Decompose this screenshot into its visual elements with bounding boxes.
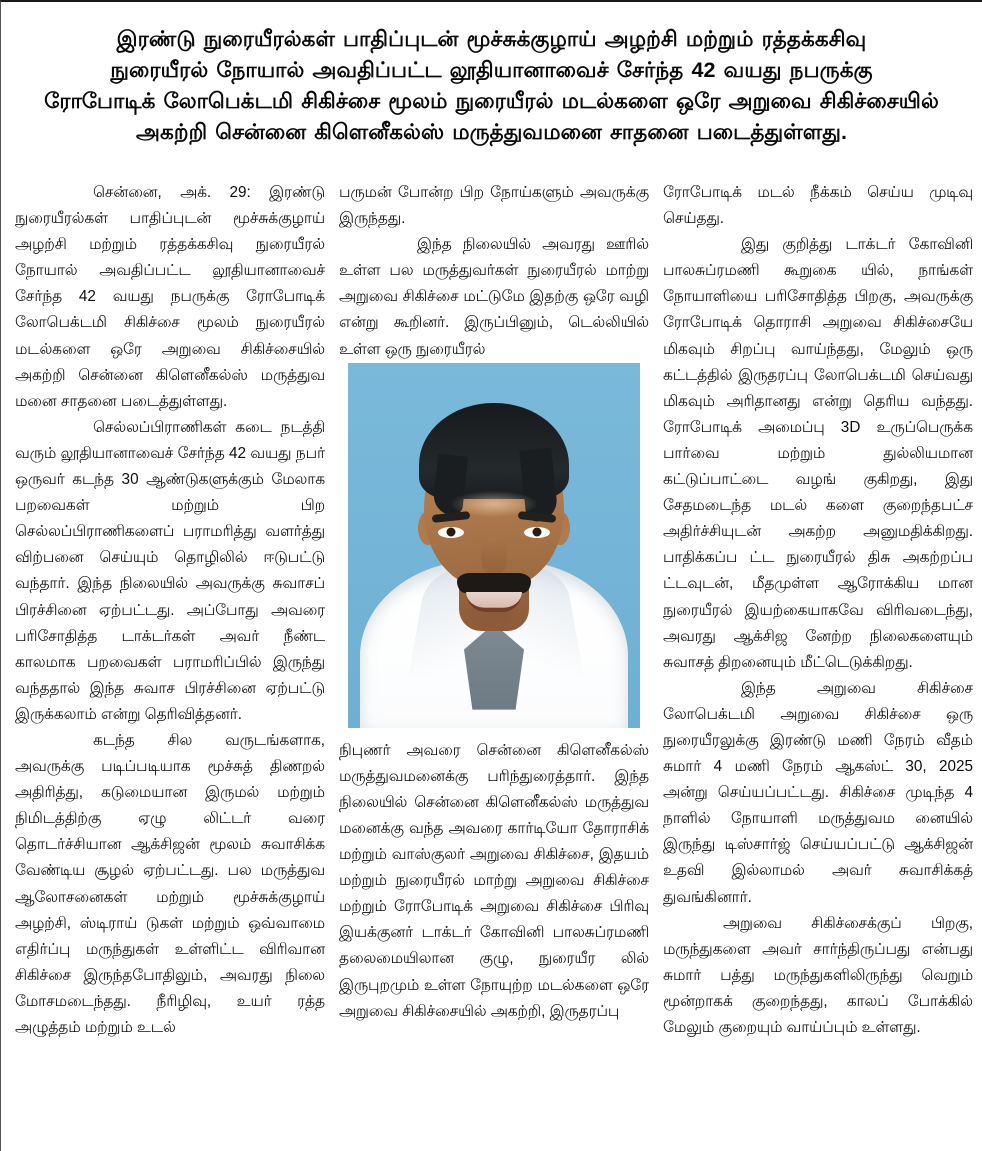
eye-left xyxy=(438,527,464,538)
column1-paragraph-1 xyxy=(15,180,325,415)
column2-paragraph-1: பருமன் போன்ற பிற நோய்களும் அவருக்கு இருந்தது. xyxy=(339,184,649,228)
photo-background xyxy=(348,363,640,728)
headline-line-4: அகற்றி சென்னை கிளெனீகல்ஸ் மருத்துவமனை சாதனை படைத்துள்ளது. xyxy=(135,120,848,144)
article-column-2 xyxy=(339,180,649,1148)
column1-paragraph-1-text: இரண்டு நுரையீரல்கள் பாதிப்புடன் மூச்சுக்குழாய் அழற்சி மற்றும் ரத்தக்கசிவு நுரையீரல் நோயால் அவதிப்பட்ட லூதியானாவைச் சேர்ந்த 42 வயது நபருக்கு ரோபோடிக் லோபெக்டமி சிகிச்சை மூலம் நுரையீரல் மடல்களை ஒரே அறுவை சிகிச்சையில் அகற்றி சென்னை கிளெனீகல்ஸ் மருத்துவ மனை சாதனை படைத்துள்ளது. xyxy=(15,184,325,410)
dateline: சென்னை, அக். 29: xyxy=(93,184,251,201)
article-column-3 xyxy=(663,180,973,1148)
article-body xyxy=(15,180,973,1148)
hair xyxy=(419,403,569,499)
article-column-1 xyxy=(15,180,325,1148)
column1-paragraph-3: கடந்த சில வருடங்களாக, அவருக்கு படிப்படியாக மூச்சுத் திணறல் அதிரித்து, கடுமையான இருமல் மற்றும் நிமிடத்திற்கு ஏழு லிட்டர் வரை தொடர்ச்சியான ஆக்சிஜன் மூலம் சுவாசிக்க வேண்டிய சூழல் ஏற்பட்டது. பல மருத்துவ ஆலோசனைகள் மற்றும் மூச்சுக்குழாய் அழற்சி, ஸ்டிராய் டுகள் மற்றும் ஒவ்வாமை எதிர்ப்பு மருந்துகள் உள்ளிட்ட விரிவான சிகிச்சை இருந்தபோதிலும், அவரது நிலை மோசமடைந்தது. நீரிழிவு, உயர் ரத்த அழுத்தம் மற்றும் உடல் xyxy=(15,731,325,1036)
headline-line-3: ரோபோடிக் லோபெக்டமி சிகிச்சை மூலம் நுரையீரல் மடல்களை ஒரே அறுவை சிகிச்சையில் xyxy=(44,89,939,113)
headline-line-2: நுரையீரல் நோயால் அவதிப்பட்ட லூதியானாவைச் சேர்ந்த 42 வயது நபருக்கு xyxy=(110,58,873,82)
column2-paragraph-3: நிபுணர் அவரை சென்னை கிளெனீகல்ஸ் மருத்துவமனைக்கு பரிந்துரைத்தார். இந்த நிலையில் சென்னை கிளெனீகல்ஸ் மருத்துவ மனைக்கு வந்த அவரை கார்டியோ தோராசிக் மற்றும் வாஸ்குலர் அறுவை சிகிச்சை, இதயம் மற்றும் நுரையீரல் மாற்று அறுவை சிகிச்சை மற்றும் ரோபோடிக் அறுவை சிகிச்சை பிரிவு இயக்குனர் டாக்டர் கோவினி பாலசுப்ரமணி தலைமையிலான குழு, நுரையீர லில் இருபுறமும் உள்ள நோயுற்ற மடல்களை ஒரே அறுவை சிகிச்சையில் அகற்றி, இருதரப்பு xyxy=(339,741,649,1020)
page-title xyxy=(27,24,956,148)
pupil-left xyxy=(447,528,456,537)
doctor-portrait-photo xyxy=(348,363,640,728)
column3-paragraph-2: இது குறித்து டாக்டர் கோவினி பாலசுப்ரமணி கூறுகை யில், நாங்கள் நோயாளியை பரிசோதித்த பிறகு, அவருக்கு ரோபோடிக் தொராசி அறுவை சிகிச்சையே மிகவும் சிறப்பு வாய்ந்தது, மேலும் ஒரு கட்டத்தில் இருதரப்பு லோபெக்டமி செய்வது மிகவும் அரிதானது என்று தெரிய வந்தது. ரோபோடிக் அமைப்பு 3D உருப்பெருக்க பார்வை மற்றும் துல்லியமான கட்டுப்பாட்டை வழங் குகிறது, இது சேதமடைந்த மடல் களை குறைந்தபட்ச அதிர்ச்சியுடன் அகற்ற அனுமதிக்கிறது. பாதிக்கப்ப ட்ட நுரையீரல் திசு அகற்றப்ப ட்டவுடன், மீதமுள்ள ஆரோக்கிய மான நுரையீரல் இயற்கையாகவே விரிவடைந்து, அவரது ஆக்சிஜ னேற்ற நிலைகளையும் சுவாசத் திறனையும் மீட்டெடுக்கிறது. xyxy=(663,236,973,671)
eye-right xyxy=(524,527,550,538)
chin-shadow xyxy=(459,607,529,631)
moustache xyxy=(457,573,531,593)
column3-paragraph-1: ரோபோடிக் மடல் நீக்கம் செய்ய முடிவு செய்தது. xyxy=(663,184,973,228)
column3-paragraph-4: அறுவை சிகிச்சைக்குப் பிறகு, மருந்துகளை அவர் சார்ந்திருப்பது என்பது சுமார் பத்து மருந்துகளிலிருந்து வெறும் மூன்றாகக் குறைந்தது, காலப் போக்கில் மேலும் குறையும் வாய்ப்பும் உள்ளது. xyxy=(663,914,973,1036)
column2-paragraph-2: இந்த நிலையில் அவரது ஊரில் உள்ள பல மருத்துவர்கள் நுரையீரல் மாற்று அறுவை சிகிச்சை மட்டுமே இதற்கு ஒரே வழி என்று கூறினர். இருப்பினும், டெல்லியில் உள்ள ஒரு நுரையீரல் xyxy=(339,236,649,358)
pupil-right xyxy=(533,528,542,537)
column3-paragraph-3: இந்த அறுவை சிகிச்சை லோபெக்டமி அறுவை சிகிச்சை ஒரு நுரையீரலுக்கு இரண்டு மணி நேரம் வீதம் சுமார் 4 மணி நேரம் ஆகஸ்ட் 30, 2025 அன்று செய்யப்பட்டது. சிகிச்சை முடிந்த 4 நாளில் நோயாளி மருத்துவம னையில் இருந்து டிஸ்சார்ஜ் செய்யப்பட்டு ஆக்சிஜன் உதவி இல்லாமல் அவர் சுவாசிக்கத் துவங்கினார். xyxy=(663,679,973,906)
headline-line-1: இரண்டு நுரையீரல்கள் பாதிப்புடன் மூச்சுக்குழாய் அழற்சி மற்றும் ரத்தக்கசிவு xyxy=(116,27,867,51)
nose xyxy=(481,539,507,575)
column1-paragraph-2: செல்லப்பிராணிகள் கடை நடத்தி வரும் லூதியானாவைச் சேர்ந்த 42 வயது நபர் ஒருவர் கடந்த 30 ஆண்டுகளுக்கும் மேலாக பறவைகள் மற்றும் பிற செல்லப்பிராணிகளைப் பராமரித்து வளர்த்து விற்பனை செய்யும் தொழிலில் ஈடுபட்டு வந்தார். இந்த நிலையில் அவருக்கு சுவாசப் பிரச்சினை ஏற்பட்டது. அப்போது அவரை பரிசோதித்த டாக்டர்கள் அவர் நீண்ட காலமாக பறவைகள் பராமரிப்பில் இருந்து வந்ததால் இந்த சுவாச பிரச்சினை ஏற்பட்டு இருக்கலாம் என்று தெரிவித்தனர். xyxy=(15,418,325,723)
